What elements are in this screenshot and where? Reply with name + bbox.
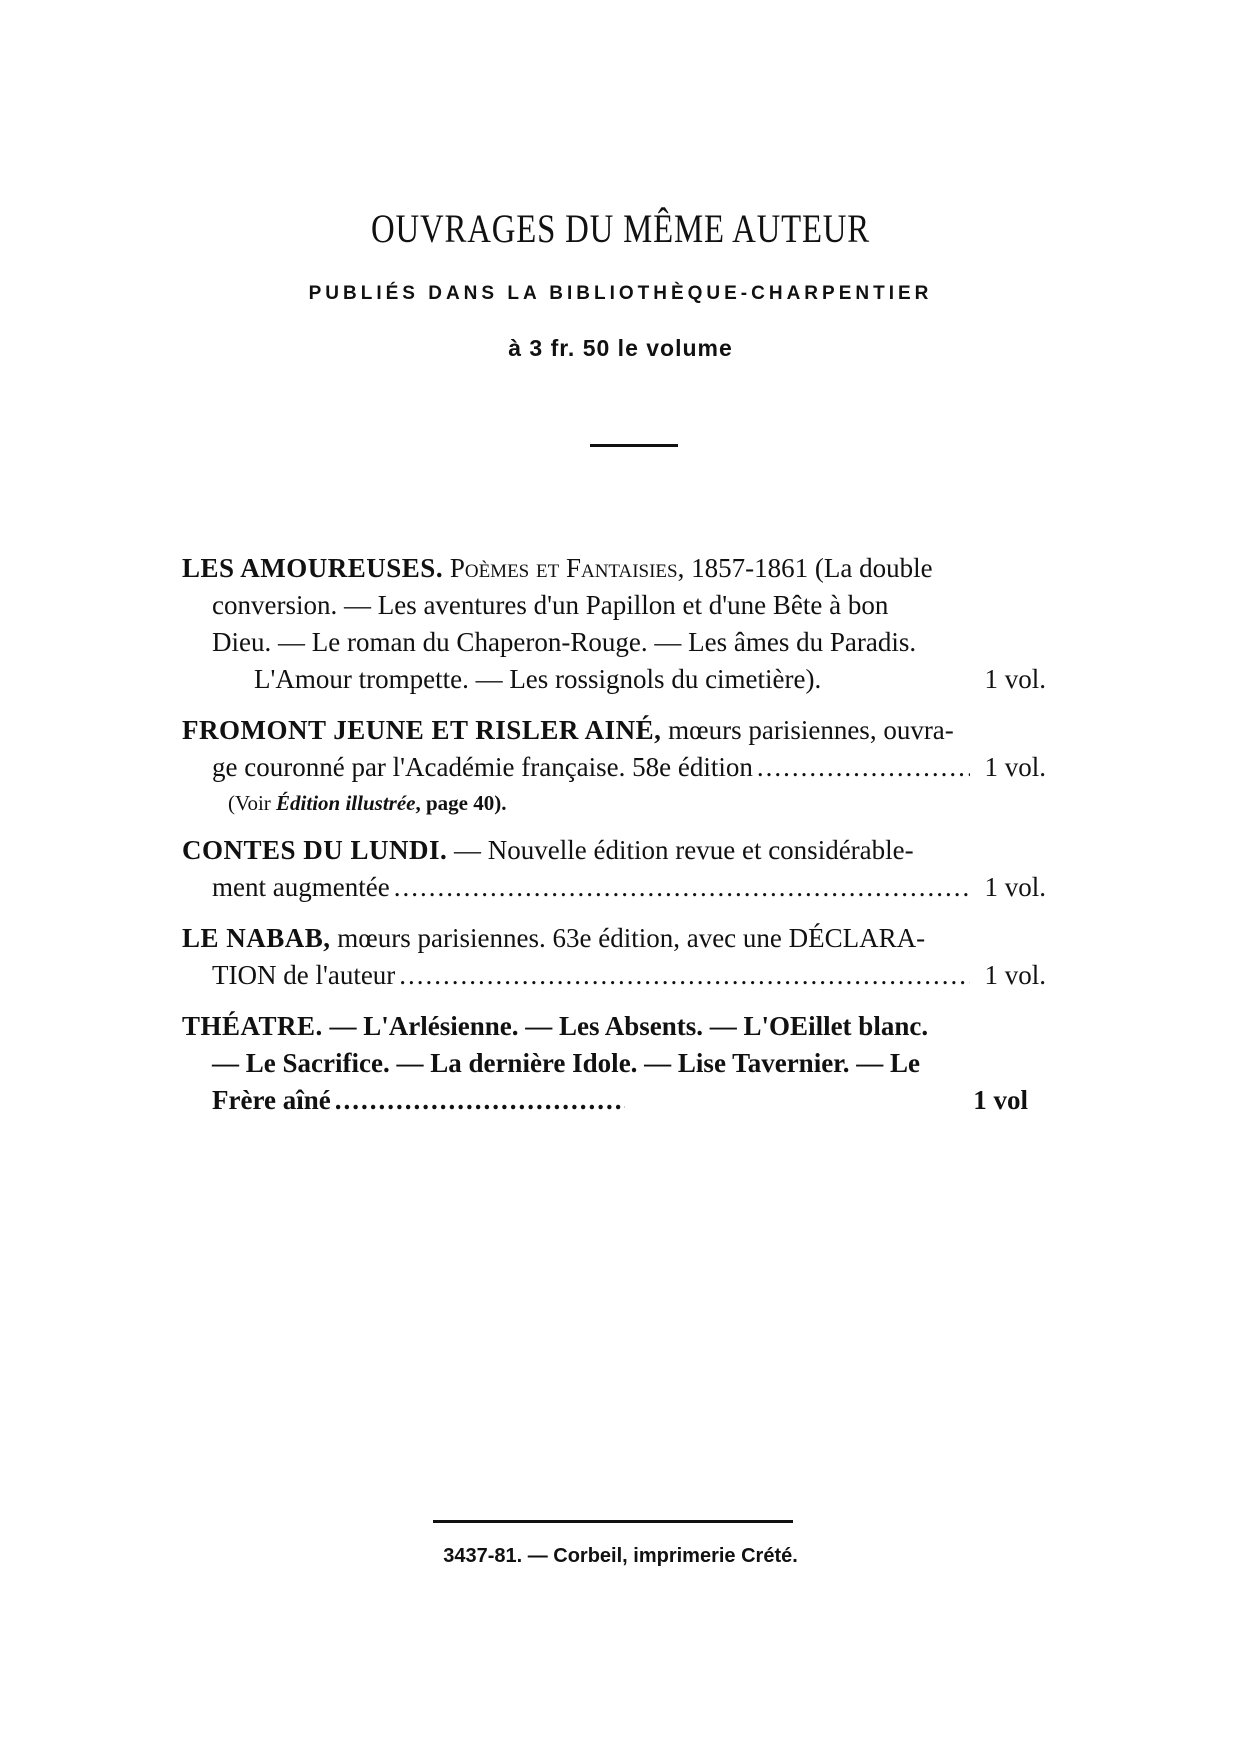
volume-count: 1 vol. bbox=[984, 664, 1046, 694]
title-rule bbox=[590, 444, 678, 447]
entry-title: LES AMOUREUSES. bbox=[182, 553, 444, 583]
entry-le-nabab bbox=[182, 920, 1046, 994]
collection-subtitle: PUBLIÉS DANS LA BIBLIOTHÈQUE-CHARPENTIER bbox=[308, 283, 933, 304]
note-italic: Édition illustrée bbox=[276, 791, 416, 815]
entry-text: mœurs parisiennes, ouvra- bbox=[661, 715, 954, 745]
footer-rule bbox=[433, 1520, 793, 1523]
printer-imprint: 3437-81. — Corbeil, imprimerie Crété. bbox=[443, 1545, 798, 1567]
entry-line bbox=[182, 832, 1046, 869]
entry-text: — Nouvelle édition revue et considérable- bbox=[447, 835, 914, 865]
entry-line bbox=[182, 957, 1046, 994]
entry-title: CONTES DU LUNDI. bbox=[182, 835, 448, 865]
entry-text: Frère aîné bbox=[212, 1085, 331, 1115]
entry-line bbox=[182, 712, 1046, 749]
entry-title: FROMONT JEUNE ET RISLER AINÉ, bbox=[182, 715, 662, 745]
entry-subtitle: Poèmes et Fantaisies bbox=[449, 553, 678, 583]
leader-dots bbox=[331, 1082, 625, 1119]
leader-dots bbox=[390, 869, 971, 906]
leader-dots bbox=[395, 957, 970, 994]
entry-theatre bbox=[182, 1008, 1046, 1119]
entry-line bbox=[182, 550, 1046, 587]
entry-line bbox=[182, 661, 1046, 698]
entry-les-amoureuses bbox=[182, 550, 1046, 698]
entry-note bbox=[182, 786, 1046, 820]
leader-dots bbox=[753, 749, 971, 786]
volume-count: 1 vol bbox=[973, 1085, 1028, 1115]
entry-text: — L'Arlésienne. — Les Absents. — L'OEillet blanc. bbox=[322, 1011, 929, 1041]
entry-contes-du-lundi bbox=[182, 832, 1046, 906]
volume-count: 1 vol. bbox=[984, 872, 1046, 902]
note-text: , page 40). bbox=[415, 791, 507, 815]
entry-text: ge couronné par l'Académie française. 58e édition bbox=[212, 752, 753, 782]
entry-line bbox=[182, 1082, 1046, 1119]
entry-text: ment augmentée bbox=[212, 872, 390, 902]
entry-text: — Le Sacrifice. — La dernière Idole. — Lise Tavernier. — Le bbox=[212, 1048, 920, 1078]
entry-text: mœurs parisiennes. 63e édition, avec une DÉCLARA- bbox=[330, 923, 926, 953]
entry-text: conversion. — Les aventures d'un Papillon et d'une Bête à bon bbox=[212, 590, 889, 620]
price-line: à 3 fr. 50 le volume bbox=[508, 335, 733, 361]
entry-text: L'Amour trompette. — Les rossignols du cimetière). bbox=[254, 664, 822, 694]
entry-text: Dieu. — Le roman du Chaperon-Rouge. — Les âmes du Paradis. bbox=[212, 627, 917, 657]
entry-line bbox=[182, 869, 1046, 906]
note-text: (Voir bbox=[228, 791, 277, 815]
entry-line bbox=[182, 749, 1046, 786]
entry-fromont-jeune bbox=[182, 712, 1046, 820]
entry-text: , 1857-1861 (La double bbox=[677, 553, 933, 583]
volume-count: 1 vol. bbox=[984, 752, 1046, 782]
entry-title: LE NABAB, bbox=[182, 923, 331, 953]
entry-title: THÉATRE. bbox=[182, 1011, 323, 1041]
entry-line bbox=[182, 1008, 1046, 1045]
page-title: OUVRAGES DU MÊME AUTEUR bbox=[370, 206, 871, 251]
volume-count: 1 vol. bbox=[984, 960, 1046, 990]
entry-text: TION de l'auteur bbox=[212, 960, 396, 990]
entry-line bbox=[182, 920, 1046, 957]
